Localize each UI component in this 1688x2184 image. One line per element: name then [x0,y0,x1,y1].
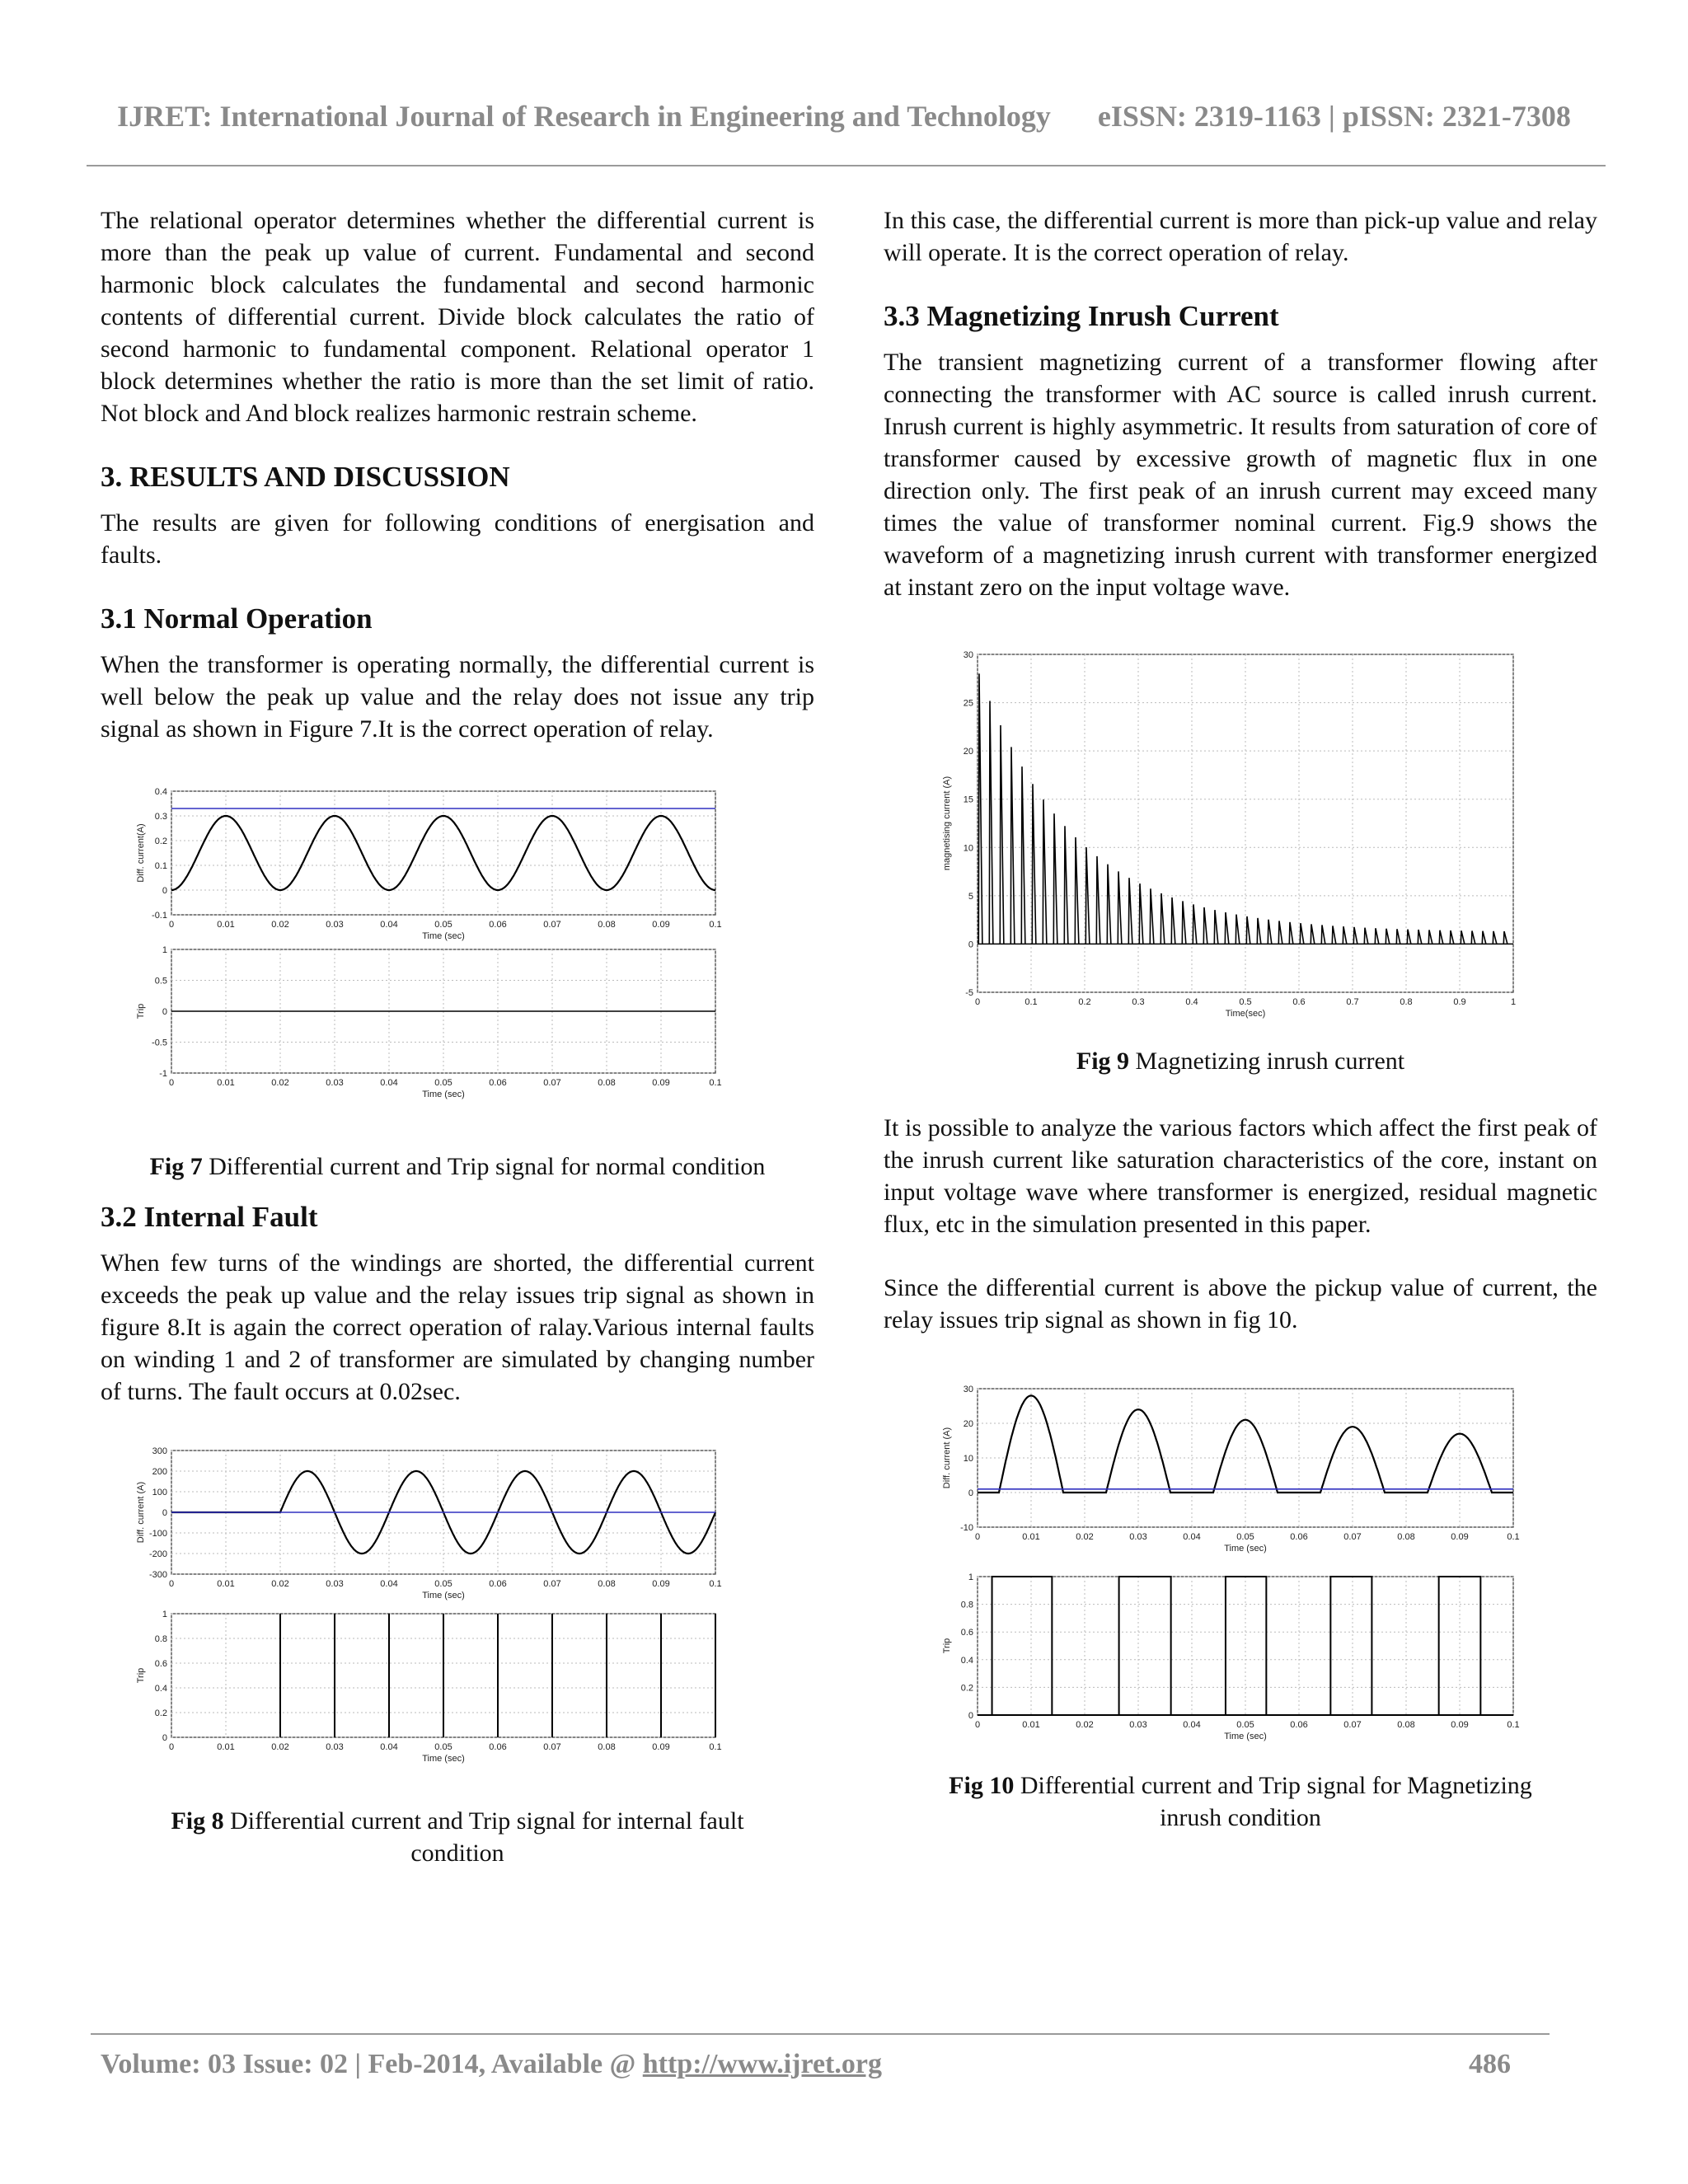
fig9-caption [884,1045,1597,1077]
footer-rule [91,2033,1550,2035]
x-tick-label: 1 [1510,997,1517,1007]
fig10-label: Fig 10 [949,1772,1015,1799]
y-tick-label: 0 [968,1711,973,1721]
y-tick-label: 0 [968,940,973,950]
x-tick-label: 0.08 [598,920,616,930]
x-tick-label: 0.03 [326,1078,344,1088]
y-tick-label: -1 [159,1069,167,1079]
fig10-trip-plot [942,1572,1520,1741]
y-tick-label: 30 [963,1385,973,1394]
x-tick-label: 0.07 [1343,1532,1362,1542]
x-tick-label: 0.1 [709,1078,722,1088]
x-tick-label: 0 [974,997,981,1007]
x-tick-label: 0 [974,1532,981,1542]
y-tick-label: 0 [968,1488,973,1498]
x-tick-label: 0.09 [652,1579,670,1589]
x-tick-label: 0.01 [1022,1720,1040,1730]
x-tick-label: 0.05 [434,920,452,930]
x-tick-label: 0.08 [598,1579,616,1589]
x-tick-label: 0.03 [1129,1532,1147,1542]
fig7-trip-plot [136,945,722,1099]
x-tick-label: 0.03 [326,1742,344,1752]
x-tick-label: 0.1 [709,920,722,930]
section-3-heading: 3. RESULTS AND DISCUSSION [101,461,510,493]
page-header [0,99,1688,134]
x-tick-label: 0.01 [1022,1532,1040,1542]
y-tick-label: 0 [162,886,167,896]
fig7-label: Fig 7 [149,1153,203,1180]
y-tick-label: 0.8 [960,1600,973,1610]
x-axis-label: Time (sec) [422,1090,465,1099]
x-tick-label: 0.07 [1343,1720,1362,1730]
x-tick-label: 0.05 [434,1579,452,1589]
header-rule [87,165,1606,166]
right-paragraph-3: It is possible to analyze the various factors which affect the first peak of the inrush current like saturation characteristics of the core, instant on input voltage wave where transformer is energized, residual magnetic flux, etc in the simulation presented in this paper. [884,1114,1597,1238]
x-tick-label: 0.01 [217,1742,235,1752]
fig10-caption-text: Differential current and Trip signal for Magnetizing inrush condition [1014,1772,1532,1831]
y-tick-label: -5 [965,988,973,998]
x-tick-label: 0.9 [1453,997,1466,1007]
y-tick-label: 0.1 [154,861,167,871]
x-tick-label: 0.03 [326,1579,344,1589]
x-tick-label: 0 [168,1579,175,1589]
y-tick-label: 10 [963,843,973,854]
x-tick-label: 0.1 [709,1579,722,1589]
fig8-chart [101,1442,814,1788]
section-3-2-heading: 3.2 Internal Fault [101,1201,318,1233]
x-tick-label: 0.09 [1451,1532,1469,1542]
left-paragraph-4: When few turns of the windings are shorted, the differential current exceeds the peak up value and the relay issues trip signal as shown in figure 8.It is again the correct operation of ralay.Various internal faults on winding 1 and 2 of transformer are simulated by changing number of turns. The fault occurs at 0.02sec. [101,1249,814,1405]
x-tick-label: 0.6 [1292,997,1306,1007]
y-tick-label: 30 [963,650,973,660]
fig10-chart [884,1377,1597,1756]
y-tick-label: 0.4 [154,787,167,797]
x-tick-label: 0 [168,1742,175,1752]
y-tick-label: 20 [963,747,973,757]
x-tick-label: 0.09 [1451,1720,1469,1730]
y-tick-label: -0.5 [152,1038,167,1048]
right-column [884,204,1597,1834]
y-tick-label: 0.2 [154,837,167,846]
x-tick-label: 0.04 [380,1579,398,1589]
fig7-chart [101,780,814,1126]
x-tick-label: 0.09 [652,920,670,930]
x-tick-label: 0 [168,920,175,930]
y-tick-label: 0 [162,1007,167,1017]
x-tick-label: 0.5 [1239,997,1252,1007]
x-axis-label: Time (sec) [422,1754,465,1764]
y-tick-label: 1 [162,1610,167,1619]
x-tick-label: 0.8 [1400,997,1413,1007]
x-tick-label: 0.05 [1236,1720,1254,1730]
x-axis-label: Time (sec) [422,1591,465,1601]
x-tick-label: 0.02 [271,1579,289,1589]
x-tick-label: 0 [974,1720,981,1730]
x-tick-label: 0.01 [217,920,235,930]
x-tick-label: 0.03 [1129,1720,1147,1730]
y-tick-label: 200 [152,1467,167,1477]
right-paragraph-2: The transient magnetizing current of a transformer flowing after connecting the transformer with AC source is called inrush current. Inrush current is highly asymmetric. It results from saturation of core of transformer caused by excessive growth of magnetic flux in one direction only. The first peak of an inrush current may exceed many times the value of transformer nominal current. Fig.9 shows the waveform of a magnetizing inrush current with transformer energized at instant zero on the input voltage wave. [884,349,1597,601]
x-tick-label: 0.06 [1290,1532,1308,1542]
y-tick-label: -0.1 [152,911,167,921]
x-tick-label: 0.07 [543,1579,561,1589]
x-tick-label: 0.2 [1078,997,1091,1007]
y-axis-label: Diff. current (A) [942,1427,952,1489]
x-tick-label: 0.01 [217,1579,235,1589]
y-tick-label: 100 [152,1488,167,1497]
x-tick-label: 0.05 [1236,1532,1254,1542]
section-3-1-heading: 3.1 Normal Operation [101,602,373,635]
y-tick-label: 15 [963,794,973,805]
x-tick-label: 0.02 [1076,1720,1094,1730]
x-tick-label: 0.1 [1025,997,1038,1007]
y-axis-label: magnetising current (A) [942,776,952,871]
fig8-diff-current-plot [136,1446,722,1601]
y-axis-label: Trip [136,1667,146,1684]
right-paragraph-4: Since the differential current is above the pickup value of current, the relay issues trip signal as shown in fig 10. [884,1274,1597,1333]
y-tick-label: 300 [152,1446,167,1456]
journal-title: IJRET: International Journal of Research in Engineering and Technology [117,100,1051,133]
fig8-caption [101,1805,814,1869]
section-3-3-heading: 3.3 Magnetizing Inrush Current [884,300,1279,332]
fig9-caption-text: Magnetizing inrush current [1129,1047,1405,1075]
y-tick-label: 1 [968,1572,973,1582]
y-tick-label: 0 [162,1733,167,1743]
y-tick-label: 0.6 [960,1628,973,1638]
x-tick-label: 0.04 [380,1078,398,1088]
x-tick-label: 0.07 [543,1078,561,1088]
x-tick-label: 0.02 [1076,1532,1094,1542]
y-tick-label: 25 [963,698,973,709]
left-paragraph-3: When the transformer is operating normally, the differential current is well below the peak up value and the relay does not issue any trip signal as shown in Figure 7.It is the correct operation of relay. [101,651,814,743]
x-tick-label: 0.06 [489,1078,507,1088]
footer-link[interactable]: http://www.ijret.org [642,2049,882,2079]
x-tick-label: 0.1 [709,1742,722,1752]
page-number: 486 [1469,2049,1511,2079]
y-tick-label: -100 [148,1529,167,1539]
x-tick-label: 0.03 [326,920,344,930]
right-paragraph-1: In this case, the differential current is more than pick-up value and relay will operate. It is the correct operation of relay. [884,207,1597,266]
y-tick-label: 0.6 [154,1659,167,1669]
x-axis-label: Time (sec) [1224,1732,1267,1741]
x-tick-label: 0.08 [598,1742,616,1752]
x-tick-label: 0.09 [652,1078,670,1088]
x-tick-label: 0.06 [489,920,507,930]
x-tick-label: 0.08 [1397,1532,1415,1542]
x-tick-label: 0.1 [1507,1532,1520,1542]
footer [101,2049,1688,2080]
y-axis-label: Trip [136,1003,146,1019]
fig8-label: Fig 8 [171,1807,224,1835]
x-tick-label: 0.05 [434,1078,452,1088]
x-tick-label: 0.02 [271,1742,289,1752]
y-tick-label: 0.3 [154,812,167,822]
y-tick-label: 0.2 [154,1708,167,1718]
y-tick-label: 10 [963,1454,973,1464]
left-paragraph-1: The relational operator determines whether the differential current is more than the peak up value of current. Fundamental and second harmonic block calculates the fundamental and second harmonic contents of differential current. Divide block calculates the ratio of second harmonic to fundamental component. Relational operator 1 block determines whether the ratio is more than the set limit of ratio. Not block and And block realizes harmonic restrain scheme. [101,207,814,427]
fig7-caption [101,1151,814,1183]
y-axis-label: Trip [942,1638,952,1654]
fig9-inrush-plot [942,650,1516,1019]
x-tick-label: 0.4 [1185,997,1198,1007]
fig9-chart [884,643,1597,1030]
fig8-trip-plot [136,1610,722,1764]
footer-text: Volume: 03 Issue: 02 | Feb-2014, Available @ [101,2049,643,2079]
x-tick-label: 0.04 [1183,1720,1201,1730]
left-paragraph-2: The results are given for following conditions of energisation and faults. [101,509,814,569]
x-axis-label: Time(sec) [1225,1009,1266,1019]
x-tick-label: 0.3 [1132,997,1145,1007]
left-column [101,204,814,1869]
y-tick-label: 0 [162,1508,167,1518]
x-tick-label: 0.04 [1183,1532,1201,1542]
y-tick-label: -300 [148,1570,167,1580]
y-tick-label: 20 [963,1419,973,1429]
x-axis-label: Time (sec) [422,931,465,941]
x-tick-label: 0.08 [1397,1720,1415,1730]
y-axis-label: Diff. current(A) [136,823,146,883]
x-tick-label: 0.07 [543,1742,561,1752]
y-tick-label: -10 [960,1523,973,1533]
x-tick-label: 0.02 [271,1078,289,1088]
fig8-caption-text: Differential current and Trip signal for internal fault condition [223,1807,744,1867]
x-tick-label: 0 [168,1078,175,1088]
x-tick-label: 0.1 [1507,1720,1520,1730]
y-tick-label: 0.4 [960,1655,973,1666]
y-tick-label: 0.8 [154,1634,167,1644]
x-tick-label: 0.07 [543,920,561,930]
x-tick-label: 0.09 [652,1742,670,1752]
y-tick-label: 5 [968,891,973,902]
x-tick-label: 0.7 [1346,997,1359,1007]
y-tick-label: 0.2 [960,1683,973,1694]
fig10-caption [884,1769,1597,1834]
issn: eISSN: 2319-1163 | pISSN: 2321-7308 [1097,100,1571,133]
fig10-diff-current-plot [942,1385,1520,1554]
y-tick-label: 0.4 [154,1684,167,1694]
x-tick-label: 0.04 [380,920,398,930]
y-tick-label: -200 [148,1549,167,1559]
x-tick-label: 0.04 [380,1742,398,1752]
y-tick-label: 0.5 [154,976,167,987]
y-tick-label: 1 [162,945,167,955]
x-axis-label: Time (sec) [1224,1544,1267,1554]
fig7-diff-current-plot [136,787,722,941]
x-tick-label: 0.06 [489,1579,507,1589]
x-tick-label: 0.02 [271,920,289,930]
x-tick-label: 0.05 [434,1742,452,1752]
y-axis-label: Diff. current (A) [136,1481,146,1544]
x-tick-label: 0.06 [1290,1720,1308,1730]
fig9-label: Fig 9 [1076,1047,1130,1075]
x-tick-label: 0.01 [217,1078,235,1088]
fig7-caption-text: Differential current and Trip signal for normal condition [202,1153,766,1180]
x-tick-label: 0.08 [598,1078,616,1088]
x-tick-label: 0.06 [489,1742,507,1752]
